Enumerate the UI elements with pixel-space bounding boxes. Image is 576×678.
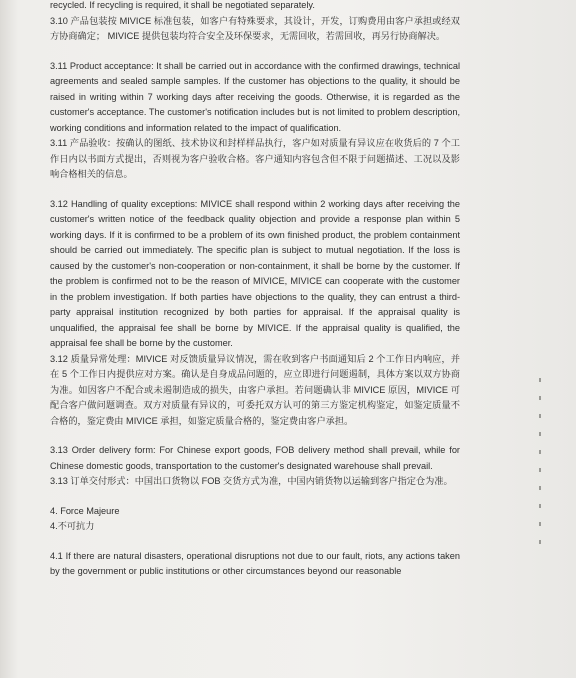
clause-3-13-cn: 3.13 订单交付形式：中国出口货物以 FOB 交货方式为准，中国内销货物以运输到客户指定仓为准。 — [50, 476, 453, 486]
heading-force-majeure-en: 4. Force Majeure — [50, 505, 120, 516]
clause-3-13-en: 3.13 Order delivery form: For Chinese export goods, FOB delivery method shall prevail, while for Chinese domestic goods, transportation to the customer's designated warehouse shall prevail. — [50, 445, 460, 471]
clause-3-11-en: 3.11 Product acceptance: It shall be carried out in accordance with the confirmed drawings, technical agreements and sealed sample samples. If the customer has objections to the quality, it should be raised in writing within 7 working days after receiving the goods. Otherwise, it is regarded as the customer's acceptance. The customer's notification includes but is not limited to problem description, working conditions and information related to the impact of qualification. — [50, 60, 460, 133]
clause-3-10-cn: 3.10 产品包装按 MIVICE 标准包装，如客户有特殊要求，其设计，开发，订购费用由客户承担或经双方协商确定； MIVICE 提供包装均符合安全及环保要求，无需回收，若需回收，再另行协商解决。 — [50, 15, 460, 41]
text-line-recycled: recycled. If recycling is required, it shall be negotiated separately. — [50, 0, 315, 10]
clause-4-1-en: 4.1 If there are natural disasters, operational disruptions not due to our fault, riots, any actions taken by the government or public institutions or other circumstances beyond our reasonable — [50, 550, 460, 576]
clause-3-12-cn: 3.12 质量异常处理：MIVICE 对反馈质量异议情况，需在收到客户书面通知后 2 个工作日内响应，并在 5 个工作日内提供应对方案。确认是自身成品问题的，应立即进行问题遏制，具体方案以双方协商为准。如因客户不配合或未遏制造成的损失，由客户承担。若问题确认非 MIVICE 原因，MIVICE 可配合客户做问题调查。双方对质量有异议的，可委托双方认可的第三方鉴定机构鉴定，如鉴定质量不合格的，鉴定费由 MIVICE 承担，如鉴定质量合格的，鉴定费由客户承担。 — [50, 353, 460, 426]
scan-edge-marks — [538, 378, 542, 578]
document-body — [50, 0, 460, 580]
clause-3-11-cn: 3.11 产品验收：按确认的图纸、技术协议和封样样品执行，客户如对质量有异议应在收货后的 7 个工作日内以书面方式提出，否则视为客户验收合格。客户通知内容包含但不限于问题描述、工况以及影响合格相关的信息。 — [50, 138, 460, 179]
heading-force-majeure-cn: 4.不可抗力 — [50, 521, 95, 531]
clause-3-12-en: 3.12 Handling of quality exceptions: MIVICE shall respond within 2 working days after receiving the customer's written notice of the feedback quality objection and provide a response plan within 5 working days. If it is confirmed to be a problem of its own finished product, the problem containment should be carried out immediately. The specific plan is subject to mutual negotiation. If the loss is caused by the customer's non-cooperation or non-containment, it shall be borne by the customer. If the problem is confirmed not to be the reason of MIVICE, MIVICE can cooperate with the customer in the problem investigation. If both parties have objections to the quality, they can entrust a third-party appraisal institution recognized by both parties for appraisal. If the appraisal quality is unqualified, the appraisal fee shall be borne by MIVICE. If the appraisal quality is qualified, the appraisal fee shall be borne by the customer. — [50, 198, 460, 348]
